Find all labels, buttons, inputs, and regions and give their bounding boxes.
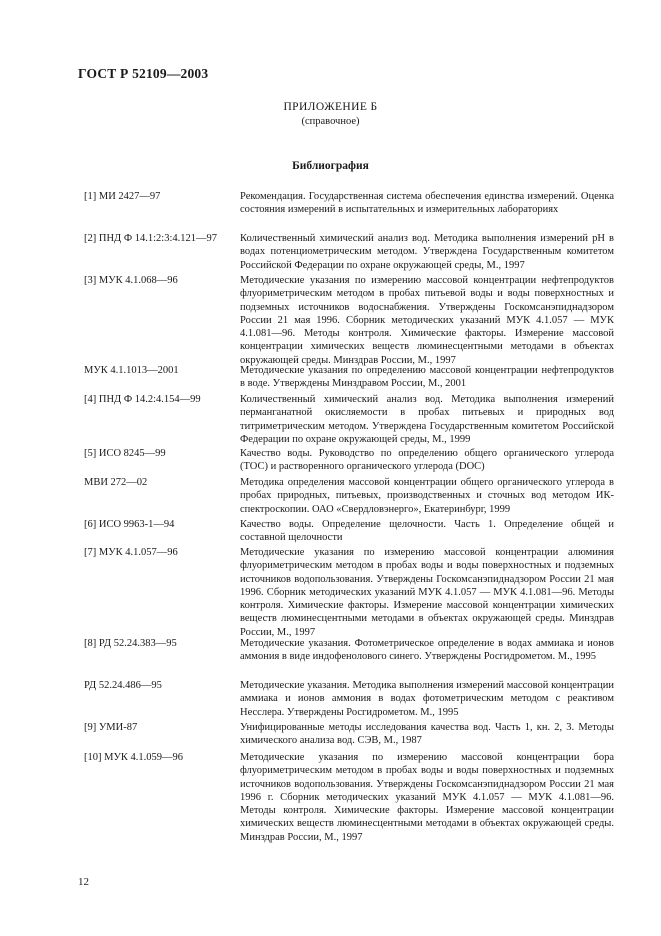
bib-entry-code: МВИ 272—02	[84, 477, 148, 488]
page-number: 12	[78, 876, 89, 888]
bib-entry-text: Методические указания. Методика выполнения измерений массовой концентрации аммиака и ионов аммония в водах фотометрическим методом с реактивом Несслера. Утверждены Росгидрометом. М., 1995	[240, 680, 614, 718]
bib-entry-text: Методические указания по определению массовой концентрации нефтепродуктов в воде. Утверждены Минздравом России, М., 2001	[240, 365, 614, 390]
bib-entry-text: Методические указания по измерению массовой концентрации нефтепродуктов флуориметрическим методом в пробах питьевой воды и воды поверхностных и подземных источников водоснабжения. Утверждены Госкомсанэпиднадзором России 21 мая 1996. Сборник методических указаний МУК 4.1.057 — МУК 4.1.081—96. Методы контроля. Химические факторы. Измерение массовой концентрации химических веществ люминесцентными методами в объектах окружающей среды. Минздрав России, М., 1997	[240, 275, 614, 366]
bib-entry-text: Методические указания по измерению массовой концентрации алюминия флуориметрическим методом в пробах воды и воды поверхностных и подземных источников водопользования. Утверждены Госкомсанэпиднадзором России 21 мая 1996. Сборник методических указаний МУК 4.1.057 — МУК 4.1.081—96. Методы контроля. Химические факторы. Измерение массовой концентрации химических веществ люминесцентными методами в объектах окружающей среды. Минздрав России, М., 1997	[240, 547, 614, 638]
bib-entry-text: Унифицированные методы исследования качества вод. Часть 1, кн. 2, 3. Методы химического анализа вод. СЭВ, М., 1987	[240, 722, 614, 747]
bib-entry-code: [4] ПНД Ф 14.2:4.154—99	[84, 394, 201, 405]
appendix-title: ПРИЛОЖЕНИЕ Б	[283, 101, 378, 113]
bib-entry-text: Методические указания по измерению массовой концентрации бора флуориметрическим методом в пробах воды и воды поверхностных и подземных источников водопользования. Утверждены Госкомсанэпиднадзором России 21 мая 1996 г. Сборник методических указаний МУК 4.1.057 — МУК 4.1.081—96. Методы контроля. Химические факторы. Измерение массовой концентрации химических веществ люминесцентными методами в объектах окружающей среды. Минздрав России, М., 1997	[240, 752, 614, 843]
bib-entry-code: МУК 4.1.1013—2001	[84, 365, 179, 376]
bib-entry-code: [2] ПНД Ф 14.1:2:3:4.121—97	[84, 233, 217, 244]
bib-entry-code: [9] УМИ-87	[84, 722, 138, 733]
bib-entry-text: Методика определения массовой концентрации общего органического углерода в пробах природных, питьевых, производственных и сточных вод методом ИК-спектроскопии. ОАО «Свердловэнерго», Екатеринбург, 1999	[240, 477, 614, 515]
bib-entry-text: Количественный химический анализ вод. Методика выполнения измерений перманганатной окисляемости в пробах питьевых и природных вод титриметрическим методом. Утверждена Государственным комитетом Российской Федерации по охране окружающей среды, М., 1999	[240, 394, 614, 445]
bib-entry-text: Качество воды. Руководство по определению общего органического углерода (ТОС) и растворенного органического углерода (DOC)	[240, 448, 614, 473]
bib-entry-text: Количественный химический анализ вод. Методика выполнения измерений рН в водах потенциометрическим методом. Утверждена Государственным комитетом Российской Федерации по охране окружающей среды, М., 1997	[240, 233, 614, 271]
bib-entry-code: [5] ИСО 8245—99	[84, 448, 166, 459]
bib-entry-text: Качество воды. Определение щелочности. Часть 1. Определение общей и составной щелочности	[240, 519, 614, 544]
bib-entry-code: [3] МУК 4.1.068—96	[84, 275, 178, 286]
bib-entry-code: [1] МИ 2427—97	[84, 191, 161, 202]
document-header: ГОСТ Р 52109—2003	[78, 66, 209, 81]
bib-entry-code: [6] ИСО 9963-1—94	[84, 519, 175, 530]
bibliography-title: Библиография	[292, 160, 369, 172]
bib-entry-text: Рекомендация. Государственная система обеспечения единства измерений. Оценка состояния измерений в испытательных и измерительных лабораториях	[240, 191, 614, 216]
bib-entry-code: РД 52.24.486—95	[84, 680, 162, 691]
bib-entry-code: [10] МУК 4.1.059—96	[84, 752, 184, 763]
bib-entry-text: Методические указания. Фотометрическое определение в водах аммиака и ионов аммония в виде индофенолового синего. Утверждены Росгидрометом. М., 1995	[240, 638, 614, 663]
appendix-subtitle: (справочное)	[301, 116, 360, 127]
bib-entry-code: [8] РД 52.24.383—95	[84, 638, 177, 649]
bib-entry-code: [7] МУК 4.1.057—96	[84, 547, 178, 558]
